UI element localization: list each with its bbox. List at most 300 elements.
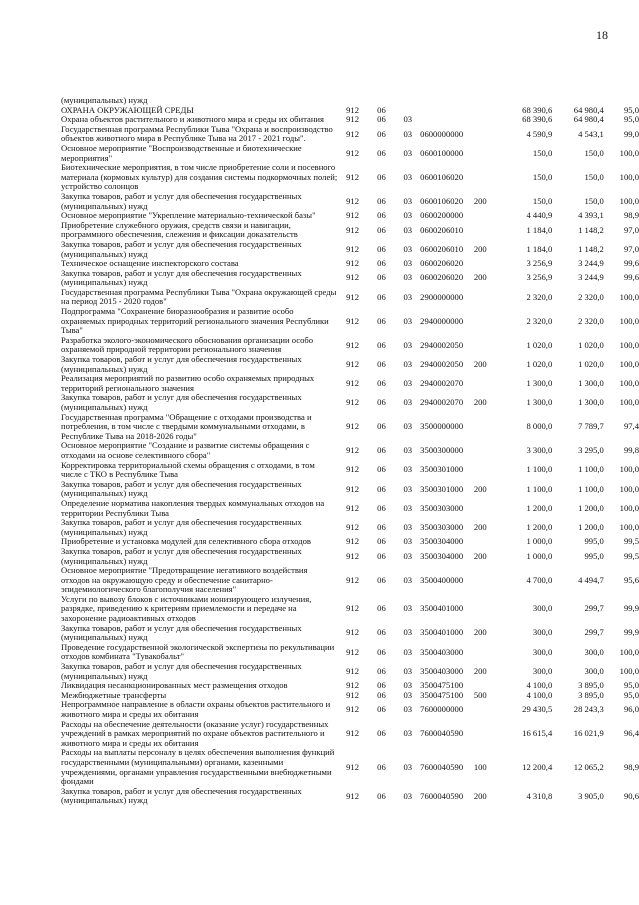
table-row	[61, 643, 639, 662]
row-percent: 100,0	[619, 378, 639, 389]
row-fact-amount: 4 393,1	[578, 210, 604, 221]
row-percent: 97,0	[623, 224, 639, 235]
row-plan-amount: 1 184,0	[526, 243, 553, 254]
row-plan-amount: 68 390,6	[522, 114, 553, 125]
row-vr-code	[474, 115, 496, 125]
row-percent: 100,0	[619, 358, 639, 369]
page-number: 18	[596, 28, 608, 42]
row-rz-code: 06	[377, 603, 386, 614]
row-gr-code: 912	[346, 627, 360, 638]
row-vr-code: 200	[473, 483, 487, 494]
row-vr-code	[474, 221, 496, 240]
row-pr-code: 03	[403, 680, 413, 691]
row-percent: 100,0	[619, 195, 639, 206]
row-gr-code: 912	[346, 147, 360, 158]
row-rz-code: 06	[377, 171, 386, 182]
row-rz-code: 06	[377, 258, 386, 269]
row-percent: 100,0	[619, 521, 639, 532]
row-name: Проведение государственной экологической экспертизы по рекультивации отходов комбината "Тувакобальт"	[61, 641, 335, 662]
row-name: Непрограммное направление в области охраны объектов растительного и животного мира и среды их обитания	[61, 699, 331, 719]
row-rz-code: 06	[377, 680, 386, 691]
row-name: Приобретение и установка модулей для селективного сбора отходов	[61, 536, 311, 547]
row-name: Закупка товаров, работ и услуг для обеспечения государственных (муниципальных) нужд	[61, 622, 302, 643]
row-csr-code: 0600000000	[420, 128, 464, 139]
row-name: Реализация мероприятий по развитию особо охраняемых природных территорий регионального значения	[61, 373, 315, 393]
row-csr-code: 3500301000	[420, 464, 464, 475]
row-percent: 96,4	[623, 728, 639, 739]
row-pr-code: 03	[403, 272, 413, 283]
table-row	[61, 720, 639, 749]
row-vr-code	[474, 288, 496, 307]
table-row	[61, 221, 639, 240]
row-pr-code: 03	[403, 171, 413, 182]
row-name: Основное мероприятие "Воспроизводственные и биотехнические мероприятия"	[61, 142, 302, 163]
row-plan-amount: 4 100,0	[526, 680, 553, 691]
row-percent: 100,0	[619, 646, 639, 657]
row-fact-amount: 28 243,3	[573, 704, 604, 715]
row-fact-amount: 1 148,2	[578, 243, 604, 254]
row-pr-code: 03	[403, 574, 413, 585]
row-rz-code: 06	[377, 272, 386, 283]
row-vr-code: 200	[473, 627, 487, 638]
table-row	[61, 413, 639, 442]
row-vr-code	[474, 700, 496, 719]
row-vr-code: 200	[473, 790, 487, 801]
row-percent: 99,9	[623, 603, 639, 614]
row-csr-code: 3500400000	[420, 574, 464, 585]
row-gr-code: 912	[346, 291, 360, 302]
row-pr-code: 03	[403, 421, 413, 432]
row-csr-code: 7600040590	[420, 790, 464, 801]
row-pr-code: 03	[403, 627, 413, 638]
row-percent: 100,0	[619, 397, 639, 408]
row-fact-amount: 299,7	[584, 627, 604, 638]
row-fact-amount: 2 320,0	[578, 291, 604, 302]
row-vr-code	[474, 643, 496, 662]
row-rz-code: 06	[377, 315, 386, 326]
row-csr-code: 7600040590	[420, 761, 464, 772]
table-row	[61, 125, 639, 144]
row-gr-code: 912	[346, 574, 360, 585]
row-name: Закупка товаров, работ и услуг для обеспечения государственных (муниципальных) нужд	[61, 478, 302, 499]
row-csr-code: 7600000000	[420, 704, 464, 715]
row-vr-code	[474, 374, 496, 393]
row-rz-code: 06	[377, 574, 386, 585]
row-pr-code: 03	[403, 502, 413, 513]
table-row	[61, 787, 639, 806]
row-pr-code: 03	[403, 689, 413, 700]
row-name: Корректировка территориальной схемы обращения с отходами, в том числе с ТКО в Республике Тыва	[61, 459, 315, 480]
row-pr-code: 03	[403, 210, 413, 221]
row-name: Определение норматива накопления твердых коммунальных отходов на территории Республики Тыва	[61, 497, 325, 518]
row-percent: 95,6	[623, 574, 639, 585]
table-row	[61, 518, 639, 537]
row-plan-amount: 2 320,0	[526, 291, 553, 302]
row-rz-code: 06	[377, 358, 386, 369]
row-name: ОХРАНА ОКРУЖАЮЩЕЙ СРЕДЫ	[61, 104, 194, 115]
row-plan-amount: 300,0	[532, 665, 553, 676]
row-csr-code: 0600200000	[420, 210, 464, 221]
row-rz-code: 06	[377, 704, 386, 715]
row-fact-amount: 1 200,0	[578, 502, 604, 513]
row-vr-code	[474, 499, 496, 518]
row-fact-amount: 1 100,0	[578, 483, 604, 494]
row-gr-code: 912	[346, 272, 360, 283]
row-plan-amount: 4 100,0	[526, 689, 553, 700]
table-row	[61, 240, 639, 259]
row-percent: 97,4	[623, 421, 639, 432]
row-plan-amount: 1 184,0	[526, 224, 553, 235]
row-csr-code: 0600206020	[420, 272, 464, 283]
row-fact-amount: 150,0	[584, 171, 604, 182]
row-rz-code: 06	[377, 378, 386, 389]
row-gr-code: 912	[346, 728, 360, 739]
row-gr-code: 912	[346, 646, 360, 657]
row-vr-code	[474, 413, 496, 442]
row-name: Закупка товаров, работ и услуг для обеспечения государственных (муниципальных) нужд	[61, 661, 302, 681]
row-pr-code: 03	[403, 536, 413, 547]
row-vr-code	[474, 336, 496, 355]
row-csr-code: 2940000000	[420, 315, 464, 326]
table-row	[61, 700, 639, 719]
row-pr-code: 03	[403, 521, 413, 532]
table-row	[61, 662, 639, 681]
row-csr-code: 3500304000	[420, 550, 464, 561]
row-csr-code	[420, 106, 474, 116]
row-csr-code: 3500300000	[420, 445, 464, 456]
table-row	[61, 192, 639, 211]
row-pr-code: 03	[403, 464, 413, 475]
row-vr-code: 200	[473, 550, 487, 561]
row-vr-code: 200	[473, 243, 487, 254]
row-plan-amount: 2 320,0	[526, 315, 553, 326]
row-plan-amount: 12 200,4	[522, 761, 553, 772]
row-pr-code: 03	[403, 243, 413, 254]
row-csr-code: 3500000000	[420, 421, 464, 432]
row-csr-code: 0600206010	[420, 243, 464, 254]
row-pr-code: 03	[403, 483, 413, 494]
row-pr-code: 03	[403, 445, 413, 456]
row-rz-code: 06	[377, 210, 386, 221]
row-rz-code: 06	[377, 550, 386, 561]
row-gr-code: 912	[346, 680, 360, 691]
row-pr-code: 03	[403, 603, 413, 614]
row-vr-code	[474, 163, 496, 192]
row-percent: 100,0	[619, 502, 639, 513]
row-rz-code: 06	[377, 339, 386, 350]
row-gr-code: 912	[346, 704, 360, 715]
row-fact-amount: 1 200,0	[578, 521, 604, 532]
row-csr-code: 3500475100	[420, 680, 464, 691]
table-row	[61, 461, 639, 480]
row-rz-code: 06	[377, 224, 386, 235]
row-pr-code: 03	[403, 397, 413, 408]
row-csr-code: 3500304000	[420, 536, 464, 547]
table-row	[61, 748, 639, 786]
row-gr-code: 912	[346, 790, 360, 801]
row-name: Основное мероприятие "Укрепление материально-технической базы"	[61, 210, 316, 221]
budget-table	[61, 96, 639, 806]
table-row	[61, 307, 639, 336]
table-row	[61, 441, 639, 460]
row-csr-code: 0600106020	[420, 171, 464, 182]
row-name: Основное мероприятие "Предотвращение негативного воздействия отходов на окружающую среду и обеспечение санитарно-эпидемиологического благополучия населения"	[61, 565, 308, 595]
row-vr-code: 200	[473, 195, 487, 206]
row-rz-code: 06	[377, 104, 386, 115]
row-percent: 96,0	[623, 704, 639, 715]
row-pr-code: 03	[403, 728, 413, 739]
row-name: Приобретение служебного оружия, средств связи и навигации, программного обеспечения, слежения и фиксации доказательств	[61, 219, 298, 240]
row-vr-code: 200	[473, 397, 487, 408]
row-percent: 99,6	[623, 272, 639, 283]
row-percent: 99,5	[623, 550, 639, 561]
row-fact-amount: 150,0	[584, 195, 604, 206]
row-vr-code: 500	[473, 689, 487, 700]
row-rz-code: 06	[377, 646, 386, 657]
row-rz-code: 06	[377, 521, 386, 532]
row-fact-amount: 1 020,0	[578, 339, 604, 350]
row-rz-code: 06	[377, 790, 386, 801]
row-fact-amount: 995,0	[584, 550, 604, 561]
row-gr-code: 912	[346, 224, 360, 235]
row-rz-code: 06	[377, 195, 386, 206]
table-row	[61, 624, 639, 643]
row-pr-code: 03	[403, 315, 413, 326]
row-plan-amount: 1 000,0	[526, 536, 553, 547]
row-vr-code	[474, 125, 496, 144]
row-percent: 100,0	[619, 147, 639, 158]
row-plan-amount: 300,0	[532, 627, 553, 638]
row-rz-code: 06	[377, 128, 386, 139]
row-plan-amount: 1 200,0	[526, 502, 553, 513]
row-csr-code: 3500303000	[420, 502, 464, 513]
row-vr-code	[474, 595, 496, 624]
row-gr-code: 912	[346, 445, 360, 456]
table-row	[61, 547, 639, 566]
row-pr-code: 03	[403, 258, 413, 269]
row-vr-code	[474, 566, 496, 595]
table-row	[61, 566, 639, 595]
row-pr-code: 03	[403, 291, 413, 302]
row-pr-code: 03	[403, 147, 413, 158]
row-percent: 99,9	[623, 627, 639, 638]
row-pr-code: 03	[403, 358, 413, 369]
row-name: Расходы на выплаты персоналу в целях обеспечения выполнения функций государственными (муниципальными) органами, казенными учреждениями, органами управления государственными внебюджетными фондами	[61, 747, 335, 787]
row-vr-code: 200	[473, 272, 487, 283]
row-csr-code: 3500401000	[420, 627, 464, 638]
row-gr-code: 912	[346, 339, 360, 350]
row-rz-code: 06	[377, 536, 386, 547]
row-name: Государственная программа Республики Тыва "Охрана и воспроизводство объектов животного мира в Республике Тыва на 2017 - 2021 годы".	[61, 123, 333, 144]
row-plan-amount: 150,0	[532, 171, 553, 182]
row-fact-amount: 1 148,2	[578, 224, 604, 235]
row-plan-amount: 1 100,0	[526, 464, 553, 475]
row-plan-amount: 29 430,5	[522, 704, 553, 715]
row-rz-code: 06	[377, 243, 386, 254]
row-vr-code	[474, 144, 496, 163]
row-fact-amount: 12 065,2	[573, 761, 604, 772]
row-fact-amount: 7 789,7	[578, 421, 604, 432]
row-csr-code	[420, 96, 474, 106]
row-pr-code: 03	[403, 128, 413, 139]
row-csr-code: 3500303000	[420, 521, 464, 532]
row-plan-amount: 3 256,9	[526, 272, 553, 283]
row-gr-code: 912	[346, 421, 360, 432]
row-gr-code: 912	[346, 315, 360, 326]
row-csr-code: 3500403000	[420, 646, 464, 657]
row-plan-amount: 1 200,0	[526, 521, 553, 532]
row-fact-amount: 64 980,4	[573, 104, 604, 115]
row-plan-amount: 1 100,0	[526, 483, 553, 494]
row-csr-code: 2940002050	[420, 358, 464, 369]
row-gr-code: 912	[346, 378, 360, 389]
row-percent: 95,0	[623, 104, 639, 115]
table-row	[61, 288, 639, 307]
row-rz-code: 06	[377, 761, 386, 772]
row-vr-code	[474, 96, 496, 106]
row-plan-amount: 4 310,8	[526, 790, 553, 801]
row-rz-code: 06	[377, 114, 386, 125]
row-csr-code: 3500403000	[420, 665, 464, 676]
row-name: Закупка товаров, работ и услуг для обеспечения государственных (муниципальных) нужд	[61, 267, 302, 288]
row-csr-code: 2900000000	[420, 291, 464, 302]
row-plan-amount: 8 000,0	[526, 421, 553, 432]
row-rz-code: 06	[377, 397, 386, 408]
row-fact-amount: 16 021,9	[573, 728, 604, 739]
row-csr-code: 2940002050	[420, 339, 464, 350]
row-fact-amount: 2 320,0	[578, 315, 604, 326]
row-csr-code: 0600206010	[420, 224, 464, 235]
row-pr-code: 03	[403, 550, 413, 561]
row-vr-code	[474, 537, 496, 547]
table-row	[61, 336, 639, 355]
row-csr-code: 3500475100	[420, 689, 464, 700]
row-name: Охрана объектов растительного и животного мира и среды их обитания	[61, 114, 324, 125]
row-fact-amount: 3 244,9	[578, 272, 604, 283]
row-plan-amount: 4 700,0	[526, 574, 553, 585]
row-pr-code: 03	[403, 224, 413, 235]
row-plan-amount: 16 615,4	[522, 728, 553, 739]
row-plan-amount: 150,0	[532, 147, 553, 158]
row-percent: 100,0	[619, 291, 639, 302]
row-vr-code: 200	[473, 521, 487, 532]
row-plan-amount: 4 590,9	[526, 128, 553, 139]
row-vr-code	[474, 720, 496, 749]
row-name: Государственная программа Республики Тыва "Охрана окружающей среды на период 2015 - 2020 годов"	[61, 286, 337, 307]
row-fact-amount: 64 980,4	[573, 114, 604, 125]
row-plan-amount: 1 020,0	[526, 358, 553, 369]
row-name: Закупка товаров, работ и услуг для обеспечения государственных (муниципальных) нужд	[61, 545, 302, 566]
row-percent: 100,0	[619, 483, 639, 494]
row-gr-code: 912	[346, 665, 360, 676]
row-gr-code: 912	[346, 397, 360, 408]
row-csr-code: 7600040590	[420, 728, 464, 739]
row-rz-code: 06	[377, 483, 386, 494]
row-vr-code: 200	[473, 358, 487, 369]
row-csr-code: 2940002070	[420, 378, 464, 389]
row-gr-code: 912	[346, 258, 360, 269]
table-row	[61, 374, 639, 393]
row-fact-amount: 1 020,0	[578, 358, 604, 369]
row-csr-code: 0600100000	[420, 147, 464, 158]
row-rz-code: 06	[377, 728, 386, 739]
row-rz-code: 06	[377, 421, 386, 432]
row-pr-code: 03	[403, 195, 413, 206]
row-vr-code	[474, 211, 496, 221]
row-percent: 99,0	[623, 128, 639, 139]
row-name: Биотехнические мероприятия, в том числе приобретение соли и посевного материала (кормовых культур) для создания системы подкормочных полей; устройство солонцов	[61, 162, 338, 192]
row-plan-amount: 150,0	[532, 195, 553, 206]
row-gr-code: 912	[346, 114, 360, 125]
row-percent: 97,0	[623, 243, 639, 254]
row-gr-code: 912	[346, 210, 360, 221]
row-fact-amount: 4 494,7	[578, 574, 604, 585]
row-fact-amount: 995,0	[584, 536, 604, 547]
row-plan-amount: 1 000,0	[526, 550, 553, 561]
row-pr-code	[395, 96, 420, 106]
row-plan-amount: 3 300,0	[526, 445, 553, 456]
table-row	[61, 595, 639, 624]
row-percent: 95,0	[623, 689, 639, 700]
row-pr-code: 03	[403, 704, 413, 715]
row-fact-amount: 3 295,0	[578, 445, 604, 456]
row-percent: 99,5	[623, 536, 639, 547]
row-plan-amount: 3 256,9	[526, 258, 553, 269]
row-rz-code: 06	[377, 665, 386, 676]
row-name: Межбюджетные трансферты	[61, 689, 167, 700]
row-fact-amount: 1 300,0	[578, 378, 604, 389]
row-plan-amount: 1 020,0	[526, 339, 553, 350]
row-name: Закупка товаров, работ и услуг для обеспечения государственных (муниципальных) нужд	[61, 238, 302, 259]
row-percent: 98,9	[623, 210, 639, 221]
row-rz-code: 06	[377, 689, 386, 700]
row-rz-code: 06	[377, 445, 386, 456]
row-gr-code: 912	[346, 689, 360, 700]
table-row	[61, 163, 639, 192]
row-gr-code: 912	[346, 464, 360, 475]
row-gr-code: 912	[346, 550, 360, 561]
row-csr-code: 0600106020	[420, 195, 464, 206]
row-fact-amount: 3 905,0	[578, 790, 604, 801]
row-vr-code: 200	[473, 665, 487, 676]
row-name: Закупка товаров, работ и услуг для обеспечения государственных (муниципальных) нужд	[61, 392, 302, 412]
row-gr-code: 912	[346, 104, 360, 115]
row-fact-amount: 4 543,1	[578, 128, 604, 139]
row-fact-amount: 300,0	[584, 665, 604, 676]
row-fact-amount: 1 300,0	[578, 397, 604, 408]
row-name: Закупка товаров, работ и услуг для обеспечения государственных (муниципальных) нужд	[61, 517, 302, 537]
row-rz-code: 06	[377, 502, 386, 513]
row-gr-code: 912	[346, 171, 360, 182]
row-vr-code	[474, 106, 496, 116]
row-name: Закупка товаров, работ и услуг для обеспечения государственных (муниципальных) нужд	[61, 354, 302, 374]
row-csr-code: 2940002070	[420, 397, 464, 408]
row-pr-code: 03	[403, 646, 413, 657]
row-gr-code: 912	[346, 195, 360, 206]
row-fact-amount: 3 244,9	[578, 258, 604, 269]
row-vr-code	[474, 461, 496, 480]
row-name: Основное мероприятие "Создание и развитие системы обращения с отходами на основе селективного сбора"	[61, 440, 310, 460]
row-percent: 99,6	[623, 258, 639, 269]
table-row	[61, 269, 639, 288]
table-row	[61, 144, 639, 163]
row-name: Ликвидация несанкционированных мест размещения отходов	[61, 680, 288, 691]
row-gr-code: 912	[346, 603, 360, 614]
row-name: (муниципальных) нужд	[61, 95, 148, 105]
row-rz-code: 06	[377, 627, 386, 638]
row-pr-code: 03	[403, 665, 413, 676]
row-percent: 99,8	[623, 445, 639, 456]
